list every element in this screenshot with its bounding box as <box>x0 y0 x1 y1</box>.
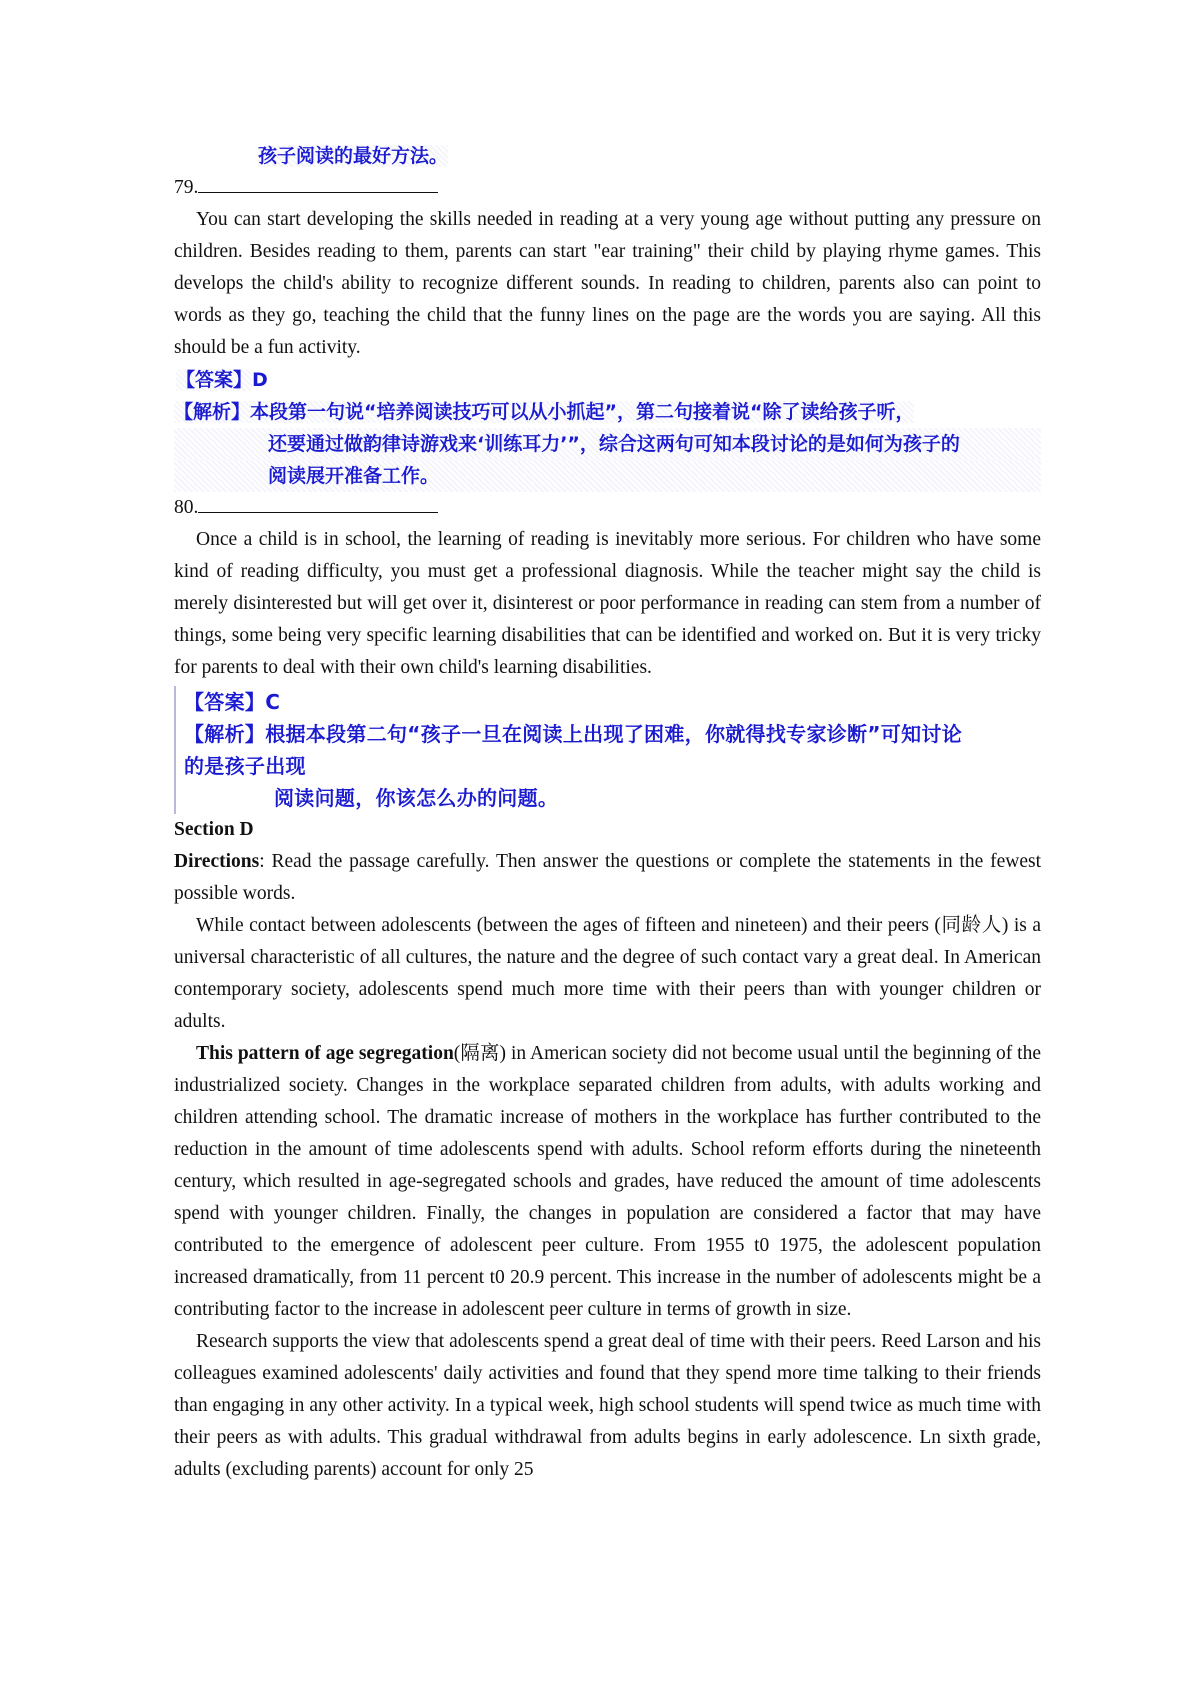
answer-blank-79[interactable] <box>198 172 438 193</box>
passage-paragraph-2-bold: This pattern of age segregation <box>196 1043 454 1064</box>
analysis-79 <box>174 396 1041 492</box>
directions <box>174 846 1041 910</box>
directions-label: Directions <box>174 851 260 872</box>
passage-paragraph-1: While contact between adolescents (between the ages of fifteen and nineteen) and their peers (同龄人) is a universal characteristic of all cultures, the nature and the degree of such contact vary a great deal. In American contemporary society, adolescents spend much more time with their peers than with younger children or adults. <box>174 915 1041 1032</box>
analysis-80-line-3: 阅读问题，你该怎么办的问题。 <box>274 786 559 810</box>
answer-79-value: D <box>252 369 268 391</box>
analysis-79-line-1: 本段第一句说“培养阅读技巧可以从小抓起”，第二句接着说“除了读给孩子听， <box>250 401 915 423</box>
answer-79 <box>174 364 1041 396</box>
analysis-79-line-3: 阅读展开准备工作。 <box>174 460 1041 492</box>
section-title: Section D <box>174 819 254 840</box>
analysis-80-label: 【解析】 <box>184 722 266 746</box>
answer-box-80 <box>174 686 1041 814</box>
analysis-continuation-text: 孩子阅读的最好方法。 <box>258 145 449 167</box>
question-80 <box>174 492 1041 524</box>
answer-blank-80[interactable] <box>198 492 438 513</box>
passage-paragraph-2-text: (隔离) in American society did not become usual until the beginning of the industrialized society. Changes in the workplace separated children from adults, with adults working and children attending school. The dramatic increase of mothers in the workplace has further contributed to the reduction in the amount of time adolescents spend with adults. School reform efforts during the nineteenth century, which resulted in age-segregated schools and grades, have reduced the amount of time adolescents spend with younger children. Finally, the changes in population are considered a factor that may have contributed to the emergence of adolescent peer culture. From 1955 t0 1975, the adolescent population increased dramatically, from 11 percent t0 20.9 percent. This increase in the number of adolescents might be a contributing factor to the increase in adolescent peer culture in terms of growth in size. <box>174 1043 1042 1320</box>
paragraph-80: Once a child is in school, the learning of reading is inevitably more serious. For children who have some kind of reading difficulty, you must get a professional diagnosis. While the teacher might say the child is merely disinterested but will get over it, disinterest or poor performance in reading can stem from a number of things, some being very specific learning disabilities that can be identified and worked on. But it is very tricky for parents to deal with their own child's learning disabilities. <box>174 529 1041 678</box>
passage-paragraph-2 <box>174 1038 1041 1326</box>
answer-80-label: 【答案】 <box>184 690 266 714</box>
analysis-79-line-2: 还要通过做韵律诗游戏来‘训练耳力’”，综合这两句可知本段讨论的是如何为孩子的 <box>174 428 1041 460</box>
answer-80-value: C <box>265 690 281 714</box>
analysis-79-label: 【解析】 <box>174 401 251 423</box>
directions-text: : Read the passage carefully. Then answer the questions or complete the statements in the fewest possible words. <box>174 851 1041 904</box>
answer-79-label: 【答案】 <box>176 369 253 391</box>
analysis-80 <box>184 718 1041 750</box>
question-80-number: 80. <box>174 497 199 518</box>
question-79 <box>174 172 1041 204</box>
page-content <box>174 140 1041 1486</box>
analysis-continuation <box>174 140 1041 172</box>
passage-paragraph-3: Research supports the view that adolescents spend a great deal of time with their peers. Reed Larson and his colleagues examined adolescents' daily activities and found that they spend more time talking to their friends than engaging in any other activity. In a typical week, high school students will spend twice as much time with their peers as with adults. This gradual withdrawal from adults begins in early adolescence. Ln sixth grade, adults (excluding parents) account for only 25 <box>174 1331 1041 1480</box>
question-79-number: 79. <box>174 177 199 198</box>
analysis-80-line-2: 的是孩子出现 <box>184 754 306 778</box>
analysis-80-line-1: 根据本段第二句“孩子一旦在阅读上出现了困难，你就得找专家诊断”可知讨论 <box>265 722 962 746</box>
paragraph-79: You can start developing the skills needed in reading at a very young age without putting any pressure on children. Besides reading to them, parents can start "ear training" their child by playing rhyme games. This develops the child's ability to recognize different sounds. In reading to children, parents also can point to words as they go, teaching the child that the funny lines on the page are the words you are saying. All this should be a fun activity. <box>174 209 1041 358</box>
answer-80 <box>184 686 1041 718</box>
